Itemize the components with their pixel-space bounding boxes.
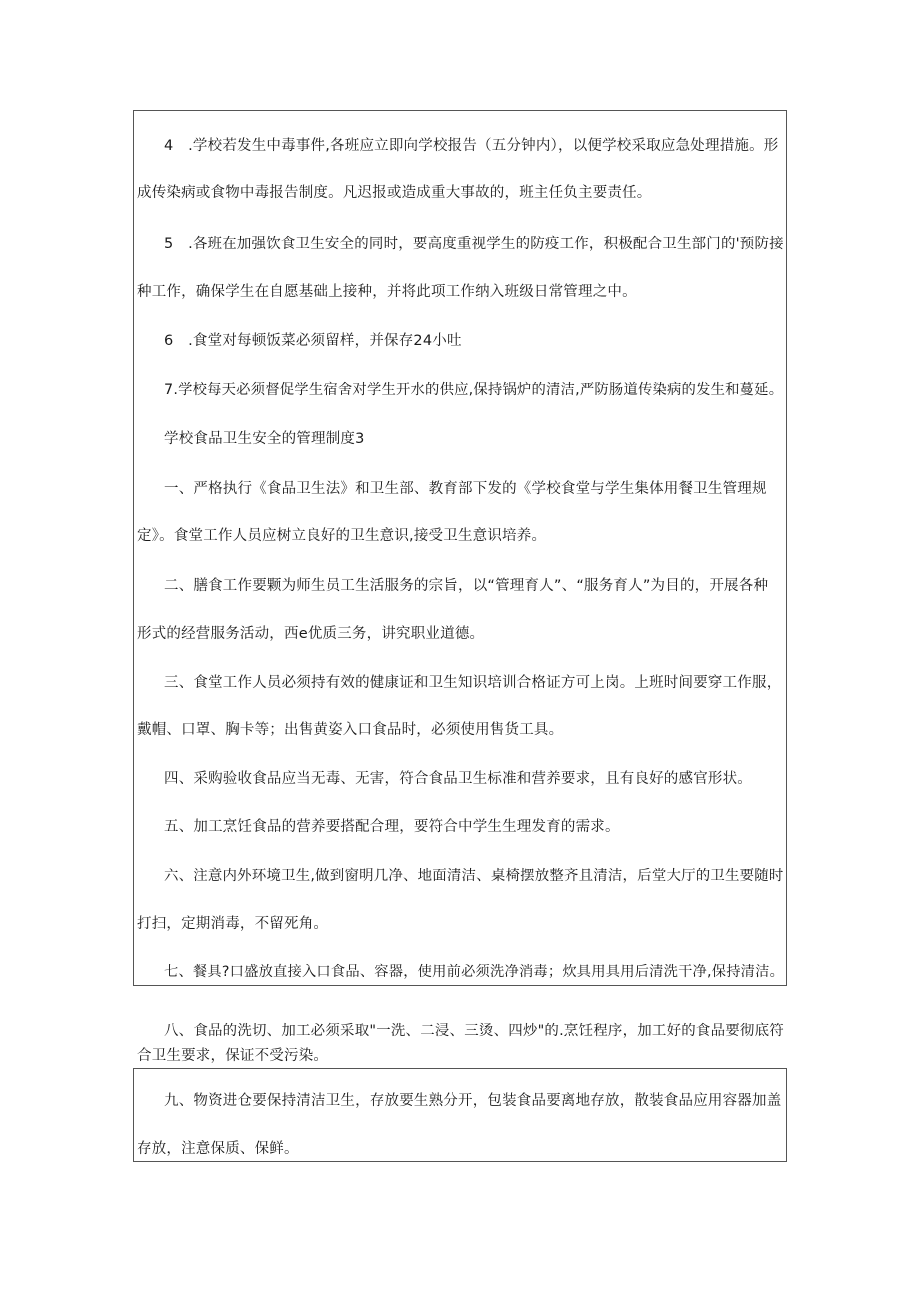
paragraph-line: 四、采购验收食品应当无毒、无害，符合食品卫生标准和营养要求，且有良好的感官形状。 [164,771,752,787]
paragraph-line: 二、膳食工作要颗为师生员工生活服务的宗旨，以“管理育人”、“服务育人”为目的，开展各种 [164,578,769,594]
paragraph-line: 一、严格执行《食品卫生法》和卫生部、教育部下发的《学校食堂与学生集体用餐卫生管理规 [164,481,767,497]
paragraph-line: 六、注意内外环境卫生,做到窗明几净、地面清洁、桌椅摆放整齐且清洁，后堂大厅的卫生要随时 [164,868,784,884]
paragraph-line: 7.学校每天必须督促学生宿舍对学生开水的供应,保持锅炉的清洁,严防肠道传染病的发生和蔓延。 [164,382,784,398]
paragraph-line: 6 .食堂对每顿饭菜必须留样，并保存24小吐 [164,333,462,349]
paragraph-line: 九、物资进仓要保持清洁卫生，存放要生熟分开，包装食品要离地存放，散装食品应用容器加盖 [164,1093,782,1109]
section-title: 学校食品卫生安全的管理制度3 [164,431,365,447]
paragraph-line: 定》。食堂工作人员应树立良好的卫生意识,接受卫生意识培养。 [137,528,547,544]
paragraph-line: 5 .各班在加强饮食卫生安全的同时，要高度重视学生的防疫工作，积极配合卫生部门的'预防接 [164,236,784,252]
paragraph-line: 存放，注意保质、保鲜。 [137,1141,299,1157]
paragraph-line: 形式的经营服务活动，西e优质三务，讲究职业道德。 [137,626,485,642]
paragraph-line: 种工作，确保学生在自愿基础上接种，并将此项工作纳入班级日常管理之中。 [137,284,637,300]
paragraph-line: 三、食堂工作人员必须持有效的健康证和卫生知识培训合格证方可上岗。上班时间要穿工作服， [164,675,782,691]
paragraph-line: 戴帽、口罩、胸卡等；出售黄姿入口食品时，必须使用售货工具。 [137,722,564,738]
paragraph-line: 合卫生要求，保证不受污染。 [137,1048,329,1064]
paragraph-line: 八、食品的洗切、加工必须采取"一洗、二浸、三烫、四炒"的.烹饪程序，加工好的食品要彻底符 [164,1023,784,1039]
paragraph-line: 成传染病或食物中毒报告制度。凡迟报或造成重大事故的，班主任负主要责任。 [137,185,652,201]
paragraph-line: 五、加工烹饪食品的营养要搭配合理，要符合中学生生理发育的需求。 [164,819,620,835]
paragraph-line: 4 .学校若发生中毒事件,各班应立即向学校报告（五分钟内），以便学校采取应急处理措施。形 [164,138,779,154]
paragraph-line: 打扫，定期消毒，不留死角。 [137,916,329,932]
paragraph-line: 七、餐具?口盛放直接入口食品、容器，使用前必须洗净消毒；炊具用具用后清洗干净,保持清洁。 [164,964,785,980]
